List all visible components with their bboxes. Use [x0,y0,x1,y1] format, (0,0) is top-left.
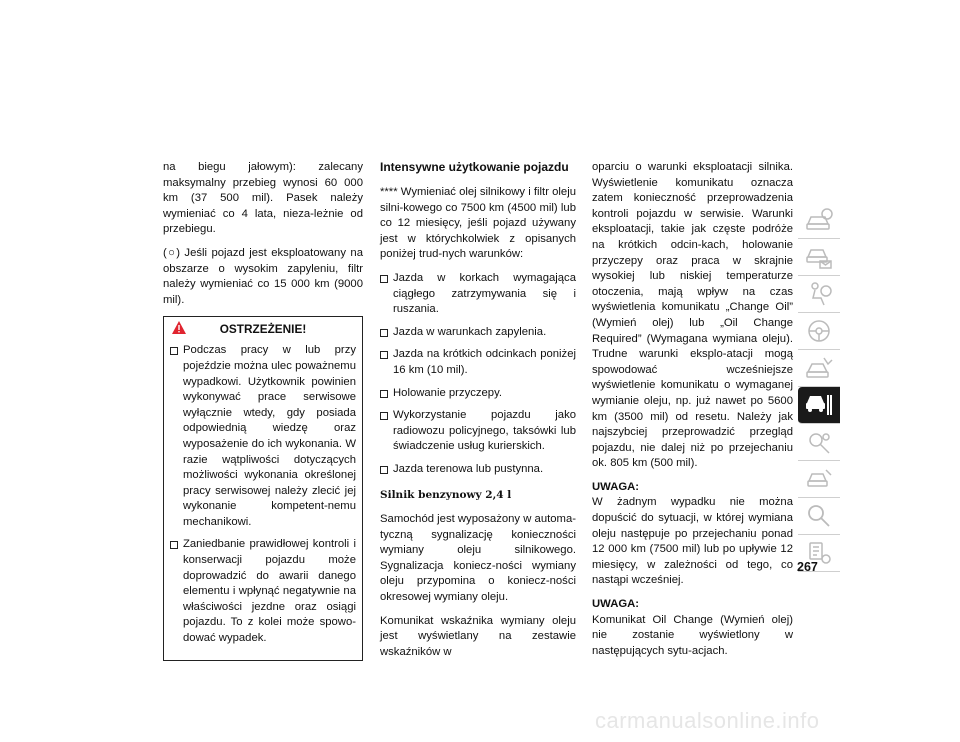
note-label: UWAGA: [592,598,640,611]
car-lights-icon [804,243,834,271]
tab-service[interactable] [798,461,840,498]
tab-steering[interactable] [798,313,840,350]
tab-car-lights[interactable] [798,239,840,276]
tab-maintenance[interactable] [798,387,840,424]
magnifier-icon [804,502,834,530]
sub-heading: Silnik benzynowy 2,4 l [380,488,512,501]
tab-airbag[interactable] [798,276,840,313]
car-service-icon [804,465,834,493]
paragraph: (○) Jeśli pojazd jest eksploatowany na obszarze o wysokim zapyleniu, filtr należy wymieniać co 15 000 km (9000 mil). [163,246,363,306]
section-heading: Intensywne użytkowanie pojazdu [380,160,569,174]
column-right [592,160,793,667]
warning-triangle-icon [172,321,186,334]
paragraph: na biegu jałowym): zalecany maksymalny przebieg wynosi 60 000 km (37 500 mil). Pasek należy wymieniać co 4 lata, nieza-leżnie od przebiegu. [163,161,363,236]
warning-title: OSTRZEŻENIE! [219,322,307,337]
airbag-seat-icon [804,280,834,308]
list-item: Jazda w korkach wymagająca ciągłego zatrzymywania się i ruszania. [380,271,576,318]
chapter-tabs [798,202,840,572]
note-text: Komunikat Oil Change (Wymień olej) nie zostanie wyświetlony w następujących sytu-acjach. [592,613,793,657]
list-item: Podczas pracy w lub przy pojeździe można ulec poważnemu wypadkowi. Użytkownik powinien wykonywać prace serwisowe wyłącznie wtedy, gdy posiada odpowiednią wiedzę oraz wyposażenie do ich wykonania. W razie wątpliwości dotyczących możliwości wykonania określonej pracy serwisowej należy zlecić jej wykonanie kompetent-nemu mechanikowi. [170,343,356,530]
note [592,597,793,659]
tab-car-crash[interactable] [798,350,840,387]
tab-car-info[interactable] [798,202,840,239]
tab-search[interactable] [798,498,840,535]
column-left [163,160,363,661]
warning-header [170,317,356,343]
paragraph: **** Wymieniać olej silnikowy i filtr oleju silni-kowego co 7500 km (4500 mil) lub co 12 miesięcy, jeśli pojazd używany jest w którychkolwiek z opisanych poniżej trud-nych warunków: [380,186,576,261]
warning-list [170,343,356,646]
column-middle [380,160,576,668]
list-item: Holowanie przyczepy. [380,386,576,402]
wrench-gear-icon [804,428,834,456]
note-label: UWAGA: [592,480,640,493]
list-item: Jazda na krótkich odcinkach poniżej 16 km (10 mil). [380,347,576,378]
car-crash-icon [804,354,834,382]
conditions-list [380,271,576,478]
list-item: Jazda w warunkach zapylenia. [380,325,576,341]
paragraph: Komunikat wskaźnika wymiany oleju jest wyświetlany na zestawie wskaźników w [380,614,576,658]
paragraph: Samochód jest wyposażony w automa-tyczną sygnalizację konieczności wymiany oleju silnikowego. Sygnalizacja koniecz-ności wymiany oleju przypomina o koniecz-ności okresowej wymiany oleju. [380,513,576,604]
note [592,480,793,589]
paragraph: oparciu o warunki eksploatacji silnika. Wyświetlenie komunikatu oznacza zatem konieczność przeprowadzenia kontroli pojazdu w serwisie. Warunki eksploatacji, takie jak częste podróże na krótkich odcin-kach, holowanie przyczepy oraz praca w skrajnie wysokiej lub niskiej temperaturze otoczenia, mają wpływ na czas wyświetlenia komunikatu „Change Oil” (Wymień olej) lub „Oil Change Required” (Wymagana wymiana oleju). Trudne warunki eksplo-atacji mogą spowodować wcześniejsze wyświetlenie komunikatu o wymaganej wymianie oleju, np. już nawet po 5600 km (3500 mil) od resetu. Należy jak najszybciej przeprowadzić przegląd pojazdu, nie dalej niż po przejechaniu ok. 805 km (500 mil). [592,161,793,470]
list-item: Jazda terenowa lub pustynna. [380,462,576,478]
car-info-icon [804,206,834,234]
list-item: Zaniedbanie prawidłowej kontroli i konserwacji pojazdu może doprowadzić do awarii danego elementu i wpłynąć negatywnie na właściwości jezdne oraz osiągi pojazdu. To z kolei może spowo-dować wypadek. [170,537,356,646]
warning-box [163,316,363,660]
note-text: W żadnym wypadku nie można dopuścić do sytuacji, w której wymiana oleju następuje po przejechaniu ponad 12 000 km (7500 mil) lub po upływie 12 miesięcy, w zależności od tego, co nastąpi wcześniej. [592,496,793,587]
car-tools-icon [804,391,834,419]
page-number: 267 [797,560,818,574]
steering-wheel-icon [804,317,834,345]
list-item: Wykorzystanie pojazdu jako radiowozu policyjnego, taksówki lub świadczenie usług kurierskich. [380,408,576,455]
watermark: carmanualsonline.info [595,708,820,733]
tab-wrench[interactable] [798,424,840,461]
